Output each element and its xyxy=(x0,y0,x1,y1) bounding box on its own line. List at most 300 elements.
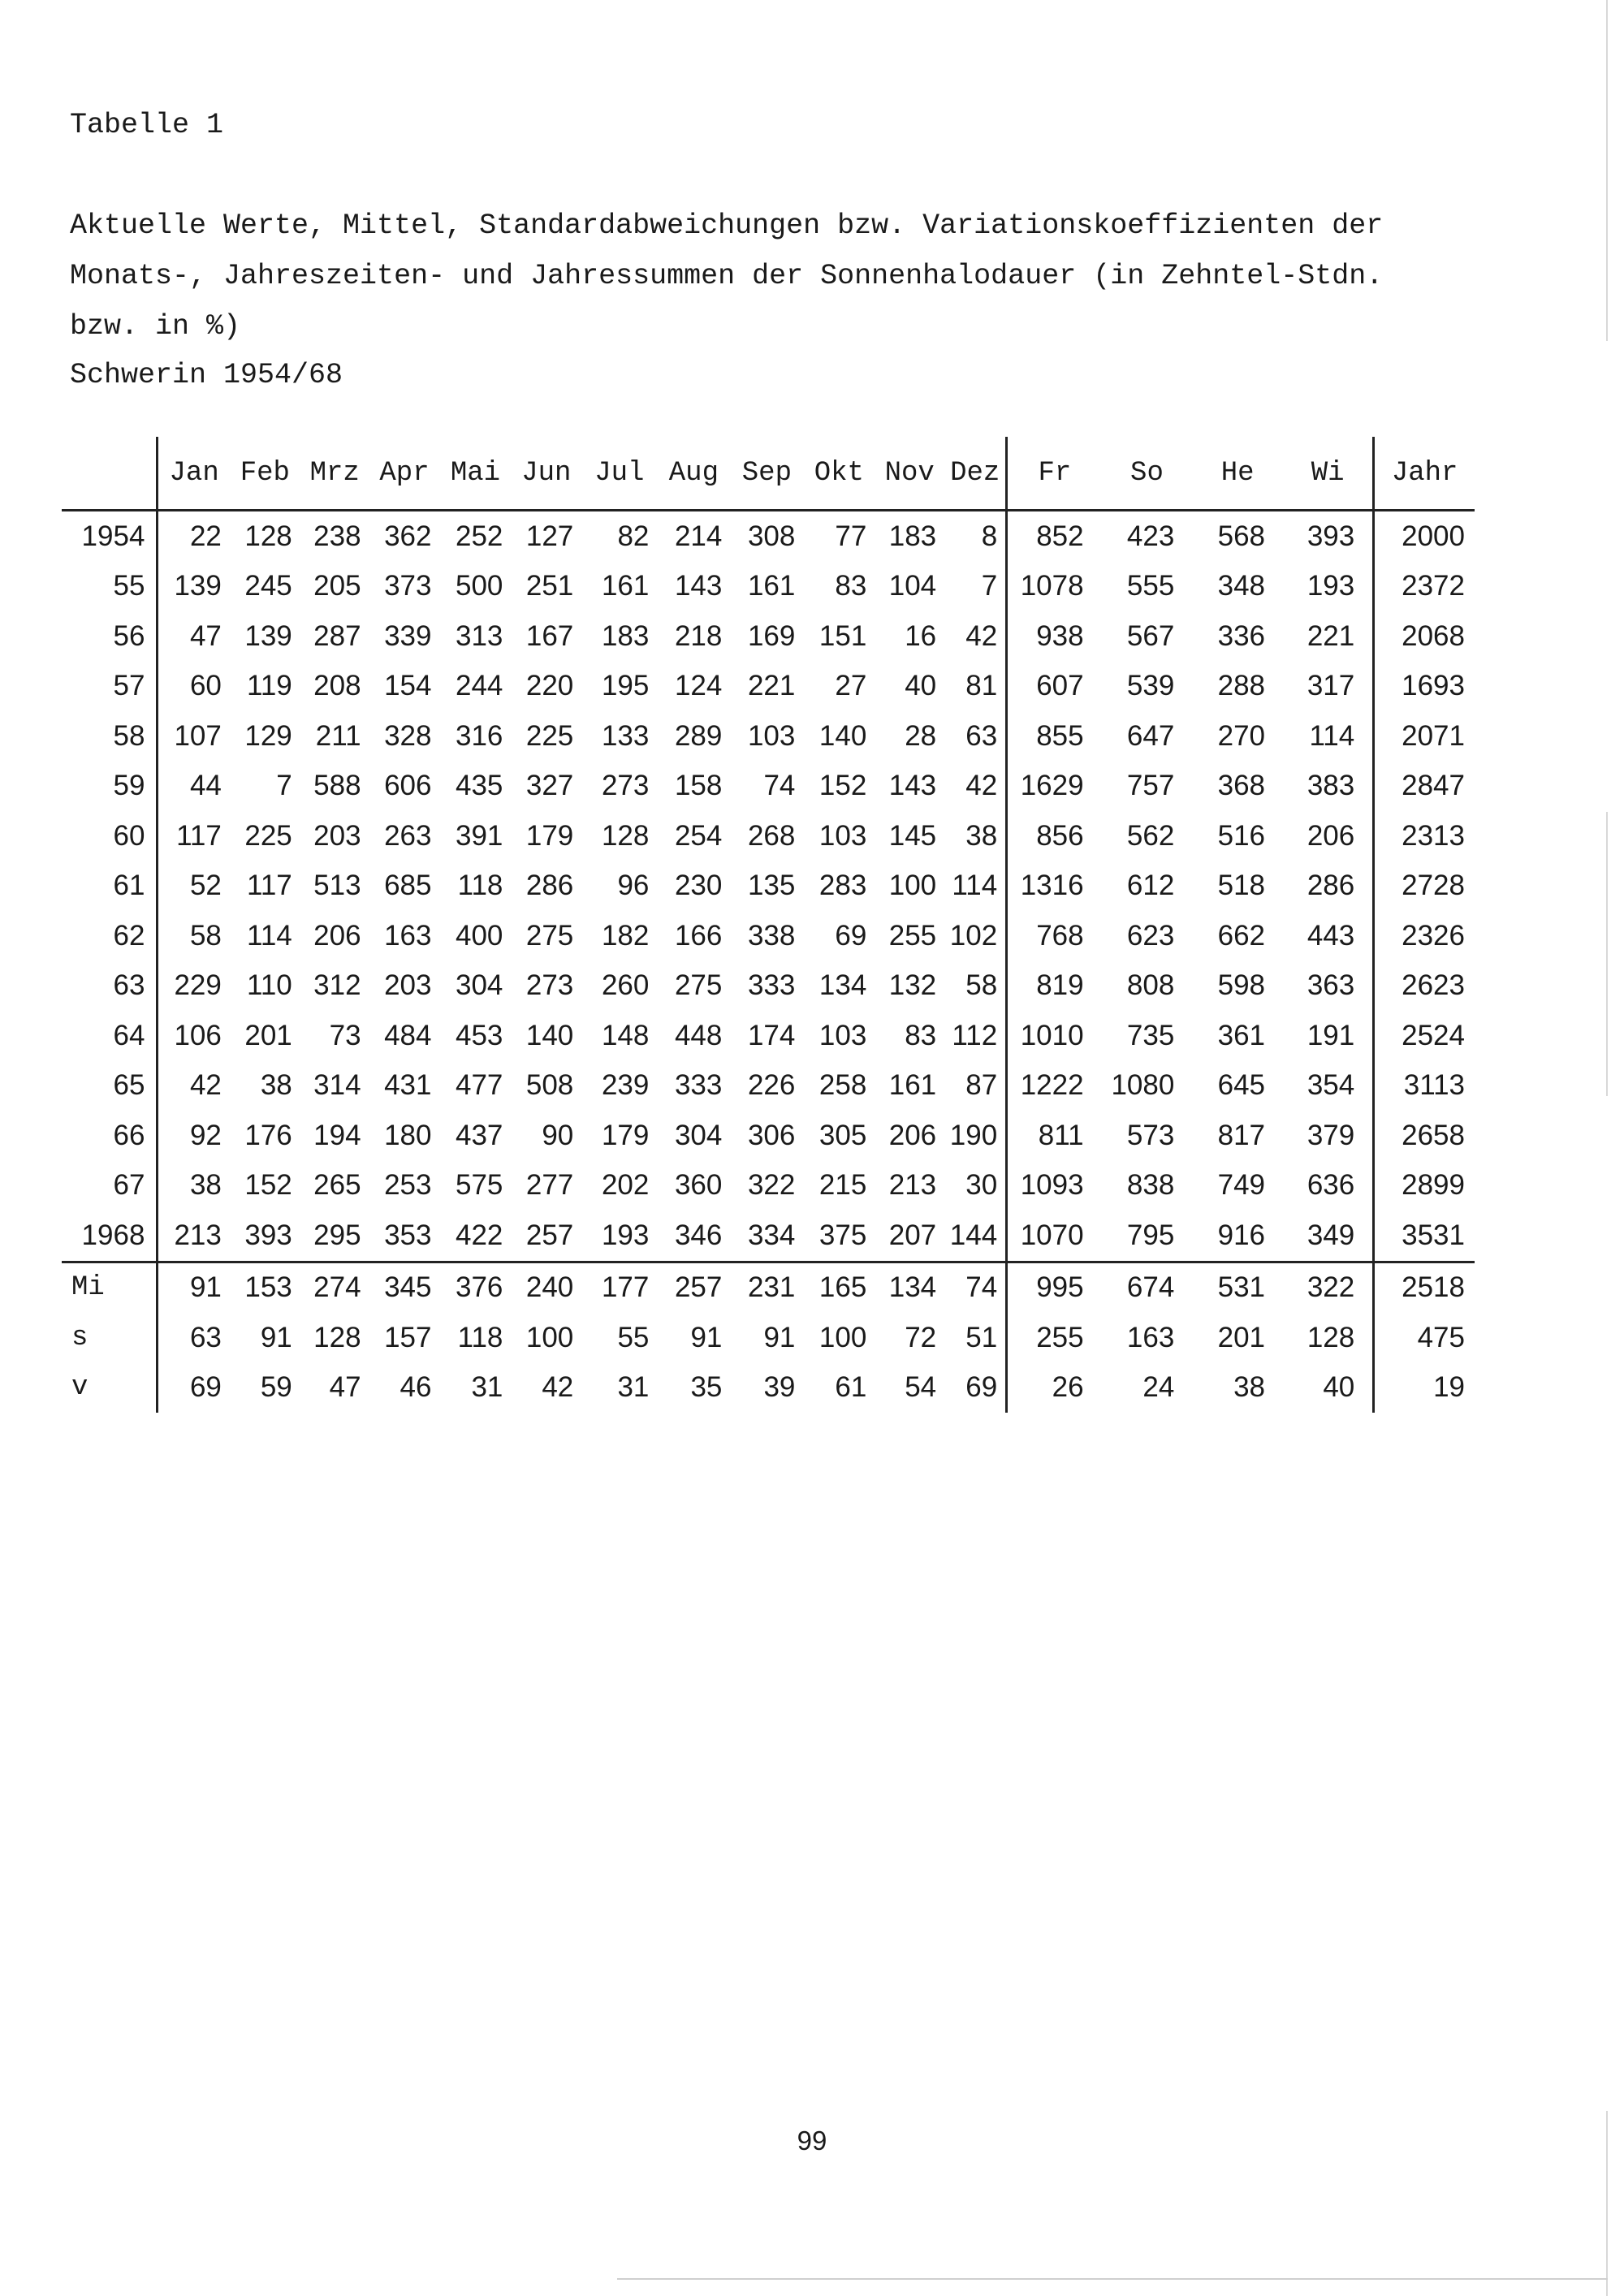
stat-row xyxy=(62,1313,1475,1363)
season-cell: 206 xyxy=(1283,811,1374,861)
month-cell: 102 xyxy=(944,911,1007,961)
month-cell: 143 xyxy=(674,570,723,602)
header-month: Aug xyxy=(657,437,730,511)
month-cell: 128 xyxy=(313,1321,361,1353)
month-cell: 30 xyxy=(944,1161,1007,1211)
month-cell: 422 xyxy=(439,1211,511,1262)
season-cell: 518 xyxy=(1217,870,1266,902)
season-cell: 26 xyxy=(1052,1371,1084,1404)
scan-edge xyxy=(1606,2111,1608,2296)
month-cell: 90 xyxy=(542,1119,574,1151)
year-label: 62 xyxy=(62,911,158,961)
month-cell: 606 xyxy=(384,770,432,802)
season-cell: 531 xyxy=(1217,1271,1266,1304)
year-label: 59 xyxy=(62,762,158,812)
season-cell: 336 xyxy=(1217,619,1266,652)
season-cell: 40 xyxy=(1283,1363,1374,1413)
table-row xyxy=(62,861,1475,912)
season-cell: 645 xyxy=(1217,1069,1266,1102)
month-cell: 257 xyxy=(511,1211,581,1262)
month-cell: 103 xyxy=(747,719,796,752)
year-total-cell: 3113 xyxy=(1403,1069,1465,1102)
season-cell: 363 xyxy=(1283,961,1374,1012)
table-row xyxy=(62,961,1475,1012)
table-row xyxy=(62,1061,1475,1111)
table-row xyxy=(62,511,1475,562)
month-cell: 484 xyxy=(384,1019,432,1051)
month-cell: 58 xyxy=(944,961,1007,1012)
month-cell: 304 xyxy=(674,1119,723,1151)
month-cell: 218 xyxy=(674,619,723,652)
season-cell: 539 xyxy=(1126,670,1175,702)
month-cell: 190 xyxy=(944,1111,1007,1161)
season-cell: 393 xyxy=(1283,511,1374,562)
month-cell: 360 xyxy=(674,1169,723,1202)
station-label: Schwerin 1954/68 xyxy=(70,359,343,391)
month-cell: 179 xyxy=(601,1119,650,1151)
header-month: Jan xyxy=(158,437,230,511)
month-cell: 376 xyxy=(455,1271,503,1304)
corner-cell xyxy=(62,437,158,511)
month-cell: 225 xyxy=(244,819,292,852)
month-cell: 273 xyxy=(601,770,650,802)
year-label: 65 xyxy=(62,1061,158,1111)
season-cell: 317 xyxy=(1283,662,1374,712)
month-cell: 513 xyxy=(313,870,361,902)
season-cell: 562 xyxy=(1126,819,1175,852)
month-cell: 103 xyxy=(818,819,867,852)
season-cell: 555 xyxy=(1126,570,1175,602)
month-cell: 72 xyxy=(905,1321,937,1353)
month-cell: 31 xyxy=(471,1371,503,1404)
month-cell: 275 xyxy=(674,969,723,1002)
month-cell: 333 xyxy=(747,969,796,1002)
season-cell: 270 xyxy=(1217,719,1266,752)
season-cell: 612 xyxy=(1126,870,1175,902)
season-cell: 163 xyxy=(1126,1321,1175,1353)
month-cell: 314 xyxy=(313,1069,361,1102)
month-cell: 74 xyxy=(763,770,796,802)
month-cell: 685 xyxy=(384,870,432,902)
month-cell: 152 xyxy=(818,770,867,802)
month-cell: 275 xyxy=(525,919,574,952)
year-label: 55 xyxy=(62,562,158,612)
month-cell: 83 xyxy=(905,1019,937,1051)
month-cell: 239 xyxy=(601,1069,650,1102)
month-cell: 375 xyxy=(803,1211,875,1262)
season-cell: 568 xyxy=(1217,520,1266,552)
month-cell: 110 xyxy=(246,969,292,1002)
month-cell: 334 xyxy=(730,1211,803,1262)
month-cell: 114 xyxy=(944,861,1007,912)
month-cell: 167 xyxy=(525,619,574,652)
year-total-cell: 2372 xyxy=(1402,570,1465,602)
month-cell: 161 xyxy=(747,570,796,602)
header-season: Wi xyxy=(1283,437,1374,511)
month-cell: 140 xyxy=(525,1019,574,1051)
month-cell: 287 xyxy=(313,619,361,652)
year-label: 58 xyxy=(62,711,158,762)
month-cell: 322 xyxy=(747,1169,796,1202)
season-cell: 443 xyxy=(1283,911,1374,961)
month-cell: 152 xyxy=(244,1169,292,1202)
month-cell: 308 xyxy=(747,520,796,552)
month-cell: 328 xyxy=(384,719,432,752)
stat-label: s xyxy=(62,1313,158,1363)
month-cell: 206 xyxy=(313,919,361,952)
season-cell: 114 xyxy=(1283,711,1374,762)
table-row xyxy=(62,562,1475,612)
season-cell: 757 xyxy=(1126,770,1175,802)
season-cell: 348 xyxy=(1217,570,1266,602)
month-cell: 353 xyxy=(369,1211,440,1262)
month-cell: 255 xyxy=(888,919,937,952)
season-cell: 607 xyxy=(1036,670,1084,702)
month-cell: 221 xyxy=(747,670,796,702)
month-cell: 46 xyxy=(400,1371,432,1404)
stat-label: Mi xyxy=(62,1262,158,1313)
month-cell: 91 xyxy=(260,1321,292,1353)
month-cell: 96 xyxy=(617,870,650,902)
month-cell: 119 xyxy=(246,670,292,702)
month-cell: 195 xyxy=(601,670,650,702)
year-total-cell: 2658 xyxy=(1402,1119,1465,1151)
month-cell: 238 xyxy=(313,520,361,552)
month-cell: 268 xyxy=(747,819,796,852)
year-total-cell: 2000 xyxy=(1402,520,1465,552)
month-cell: 245 xyxy=(244,570,292,602)
month-cell: 393 xyxy=(230,1211,300,1262)
season-cell: 423 xyxy=(1126,520,1175,552)
month-cell: 82 xyxy=(617,520,650,552)
month-cell: 229 xyxy=(174,969,222,1002)
season-cell: 636 xyxy=(1283,1161,1374,1211)
month-cell: 16 xyxy=(905,619,937,652)
month-cell: 453 xyxy=(455,1019,503,1051)
year-total-cell: 2623 xyxy=(1402,969,1465,1002)
month-cell: 265 xyxy=(313,1169,361,1202)
month-cell: 100 xyxy=(525,1321,574,1353)
month-cell: 273 xyxy=(525,969,574,1002)
month-cell: 143 xyxy=(888,770,937,802)
season-cell: 749 xyxy=(1217,1169,1266,1202)
season-cell: 1080 xyxy=(1111,1069,1175,1102)
month-cell: 339 xyxy=(384,619,432,652)
season-cell: 516 xyxy=(1217,819,1266,852)
month-cell: 100 xyxy=(888,870,937,902)
month-cell: 91 xyxy=(763,1321,796,1353)
year-label: 61 xyxy=(62,861,158,912)
year-label: 63 xyxy=(62,961,158,1012)
month-cell: 333 xyxy=(674,1069,723,1102)
year-label: 64 xyxy=(62,1011,158,1061)
month-cell: 158 xyxy=(674,770,723,802)
header-month: Okt xyxy=(803,437,875,511)
month-cell: 107 xyxy=(174,719,222,752)
table-row xyxy=(62,1011,1475,1061)
caption-line-1: Aktuelle Werte, Mittel, Standardabweichungen bzw. Variationskoeffizienten der xyxy=(70,209,1384,242)
month-cell: 338 xyxy=(747,919,796,952)
month-cell: 27 xyxy=(835,670,867,702)
month-cell: 161 xyxy=(888,1069,937,1102)
season-cell: 286 xyxy=(1283,861,1374,912)
month-cell: 139 xyxy=(174,570,222,602)
header-month: Jul xyxy=(581,437,657,511)
month-cell: 77 xyxy=(835,520,867,552)
month-cell: 169 xyxy=(747,619,796,652)
season-cell: 24 xyxy=(1142,1371,1175,1404)
year-label: 1968 xyxy=(62,1211,158,1262)
month-cell: 87 xyxy=(944,1061,1007,1111)
season-cell: 255 xyxy=(1036,1321,1084,1353)
month-cell: 213 xyxy=(888,1169,937,1202)
month-cell: 83 xyxy=(835,570,867,602)
month-cell: 400 xyxy=(455,919,503,952)
year-total-cell: 475 xyxy=(1417,1321,1465,1353)
season-cell: 817 xyxy=(1217,1119,1266,1151)
season-cell: 221 xyxy=(1283,611,1374,662)
season-cell: 735 xyxy=(1126,1019,1175,1051)
table-row xyxy=(62,1111,1475,1161)
header-month: Sep xyxy=(730,437,803,511)
season-cell: 567 xyxy=(1126,619,1175,652)
month-cell: 306 xyxy=(747,1119,796,1151)
year-total-cell: 2847 xyxy=(1402,770,1465,802)
month-cell: 31 xyxy=(617,1371,650,1404)
scan-edge xyxy=(1606,0,1608,341)
month-cell: 253 xyxy=(384,1169,432,1202)
month-cell: 74 xyxy=(944,1262,1007,1313)
year-total-cell: 2518 xyxy=(1402,1271,1465,1304)
year-label: 67 xyxy=(62,1161,158,1211)
month-cell: 63 xyxy=(189,1321,222,1353)
month-cell: 205 xyxy=(313,570,361,602)
month-cell: 165 xyxy=(818,1271,867,1304)
month-cell: 157 xyxy=(384,1321,432,1353)
season-cell: 1078 xyxy=(1020,570,1084,602)
year-total-cell: 1693 xyxy=(1402,670,1465,702)
month-cell: 226 xyxy=(747,1069,796,1102)
caption-line-3: bzw. in %) xyxy=(70,310,241,343)
month-cell: 263 xyxy=(384,819,432,852)
month-cell: 81 xyxy=(944,662,1007,712)
table-row xyxy=(62,1161,1475,1211)
month-cell: 180 xyxy=(384,1119,432,1151)
month-cell: 7 xyxy=(944,562,1007,612)
month-cell: 254 xyxy=(674,819,723,852)
month-cell: 295 xyxy=(300,1211,369,1262)
month-cell: 176 xyxy=(244,1119,292,1151)
header-season: He xyxy=(1192,437,1283,511)
month-cell: 362 xyxy=(384,520,432,552)
month-cell: 312 xyxy=(313,969,361,1002)
season-cell: 38 xyxy=(1233,1371,1266,1404)
month-cell: 58 xyxy=(189,919,222,952)
month-cell: 208 xyxy=(313,670,361,702)
month-cell: 63 xyxy=(944,711,1007,762)
month-cell: 42 xyxy=(189,1069,222,1102)
table-row xyxy=(62,711,1475,762)
month-cell: 183 xyxy=(601,619,650,652)
scan-bottom-line xyxy=(617,2278,1608,2280)
month-cell: 7 xyxy=(276,770,292,802)
season-cell: 1222 xyxy=(1020,1069,1084,1102)
month-cell: 183 xyxy=(888,520,937,552)
header-row xyxy=(62,437,1475,511)
season-cell: 598 xyxy=(1217,969,1266,1002)
table-row xyxy=(62,762,1475,812)
season-cell: 819 xyxy=(1036,969,1084,1002)
header-month: Jun xyxy=(511,437,581,511)
month-cell: 305 xyxy=(818,1119,867,1151)
month-cell: 182 xyxy=(601,919,650,952)
header-month: Mai xyxy=(439,437,511,511)
season-cell: 383 xyxy=(1283,762,1374,812)
month-cell: 38 xyxy=(260,1069,292,1102)
month-cell: 448 xyxy=(674,1019,723,1051)
month-cell: 47 xyxy=(189,619,222,652)
month-cell: 38 xyxy=(944,811,1007,861)
month-cell: 22 xyxy=(189,520,222,552)
season-cell: 1070 xyxy=(1007,1211,1102,1262)
month-cell: 35 xyxy=(690,1371,723,1404)
month-cell: 477 xyxy=(455,1069,503,1102)
season-cell: 368 xyxy=(1217,770,1266,802)
month-cell: 575 xyxy=(455,1169,503,1202)
month-cell: 103 xyxy=(818,1019,867,1051)
season-cell: 354 xyxy=(1283,1061,1374,1111)
month-cell: 277 xyxy=(525,1169,574,1202)
season-cell: 852 xyxy=(1036,520,1084,552)
season-cell: 647 xyxy=(1126,719,1175,752)
month-cell: 100 xyxy=(818,1321,867,1353)
month-cell: 313 xyxy=(455,619,503,652)
table-row xyxy=(62,662,1475,712)
month-cell: 132 xyxy=(888,969,937,1002)
year-label: 66 xyxy=(62,1111,158,1161)
month-cell: 286 xyxy=(525,870,574,902)
month-cell: 128 xyxy=(601,819,650,852)
season-cell: 795 xyxy=(1102,1211,1193,1262)
header-month: Dez xyxy=(944,437,1007,511)
month-cell: 124 xyxy=(674,670,723,702)
month-cell: 54 xyxy=(905,1371,937,1404)
month-cell: 91 xyxy=(690,1321,723,1353)
year-label: 1954 xyxy=(62,511,158,562)
year-total-cell: 19 xyxy=(1433,1371,1465,1404)
month-cell: 174 xyxy=(747,1019,796,1051)
season-cell: 1093 xyxy=(1020,1169,1084,1202)
season-cell: 768 xyxy=(1036,919,1084,952)
month-cell: 251 xyxy=(525,570,574,602)
month-cell: 391 xyxy=(455,819,503,852)
season-cell: 662 xyxy=(1217,919,1266,952)
month-cell: 283 xyxy=(818,870,867,902)
season-cell: 201 xyxy=(1217,1321,1266,1353)
month-cell: 431 xyxy=(384,1069,432,1102)
month-cell: 38 xyxy=(189,1169,222,1202)
season-cell: 995 xyxy=(1036,1271,1084,1304)
month-cell: 73 xyxy=(329,1019,361,1051)
month-cell: 203 xyxy=(384,969,432,1002)
month-cell: 117 xyxy=(176,819,222,852)
month-cell: 213 xyxy=(158,1211,230,1262)
year-total-cell: 2071 xyxy=(1402,719,1465,752)
table-label: Tabelle 1 xyxy=(70,109,224,141)
season-cell: 573 xyxy=(1126,1119,1175,1151)
month-cell: 140 xyxy=(818,719,867,752)
month-cell: 60 xyxy=(189,670,222,702)
month-cell: 40 xyxy=(905,670,937,702)
month-cell: 129 xyxy=(244,719,292,752)
year-label: 56 xyxy=(62,611,158,662)
month-cell: 52 xyxy=(189,870,222,902)
month-cell: 211 xyxy=(315,719,361,752)
header-month: Feb xyxy=(230,437,300,511)
year-total-cell: 2524 xyxy=(1402,1019,1465,1051)
month-cell: 225 xyxy=(525,719,574,752)
month-cell: 133 xyxy=(601,719,650,752)
header-season: So xyxy=(1102,437,1193,511)
month-cell: 69 xyxy=(189,1371,222,1404)
season-cell: 191 xyxy=(1283,1011,1374,1061)
season-cell: 674 xyxy=(1126,1271,1175,1304)
season-cell: 623 xyxy=(1126,919,1175,952)
season-cell: 811 xyxy=(1038,1119,1084,1151)
month-cell: 118 xyxy=(457,1321,503,1353)
year-total-cell: 2899 xyxy=(1402,1169,1465,1202)
month-cell: 166 xyxy=(674,919,723,952)
month-cell: 145 xyxy=(888,819,937,852)
month-cell: 69 xyxy=(835,919,867,952)
stat-row xyxy=(62,1363,1475,1413)
month-cell: 203 xyxy=(313,819,361,852)
year-label: 57 xyxy=(62,662,158,712)
month-cell: 179 xyxy=(525,819,574,852)
month-cell: 289 xyxy=(674,719,723,752)
month-cell: 148 xyxy=(601,1019,650,1051)
table-row xyxy=(62,911,1475,961)
month-cell: 92 xyxy=(189,1119,222,1151)
season-cell: 1010 xyxy=(1020,1019,1084,1051)
month-cell: 42 xyxy=(944,762,1007,812)
month-cell: 134 xyxy=(818,969,867,1002)
month-cell: 214 xyxy=(674,520,723,552)
month-cell: 207 xyxy=(875,1211,944,1262)
month-cell: 69 xyxy=(944,1363,1007,1413)
month-cell: 220 xyxy=(525,670,574,702)
month-cell: 61 xyxy=(835,1371,867,1404)
month-cell: 508 xyxy=(525,1069,574,1102)
season-cell: 916 xyxy=(1192,1211,1283,1262)
month-cell: 194 xyxy=(313,1119,361,1151)
year-total-cell: 3531 xyxy=(1374,1211,1475,1262)
month-cell: 135 xyxy=(747,870,796,902)
month-cell: 118 xyxy=(457,870,503,902)
header-season: Fr xyxy=(1007,437,1102,511)
month-cell: 346 xyxy=(657,1211,730,1262)
month-cell: 244 xyxy=(455,670,503,702)
month-cell: 435 xyxy=(455,770,503,802)
table-row xyxy=(62,811,1475,861)
season-cell: 379 xyxy=(1283,1111,1374,1161)
month-cell: 42 xyxy=(542,1371,574,1404)
month-cell: 230 xyxy=(674,870,723,902)
header-year: Jahr xyxy=(1374,437,1475,511)
month-cell: 151 xyxy=(818,619,867,652)
table-body xyxy=(62,511,1475,1413)
season-cell: 128 xyxy=(1283,1313,1374,1363)
